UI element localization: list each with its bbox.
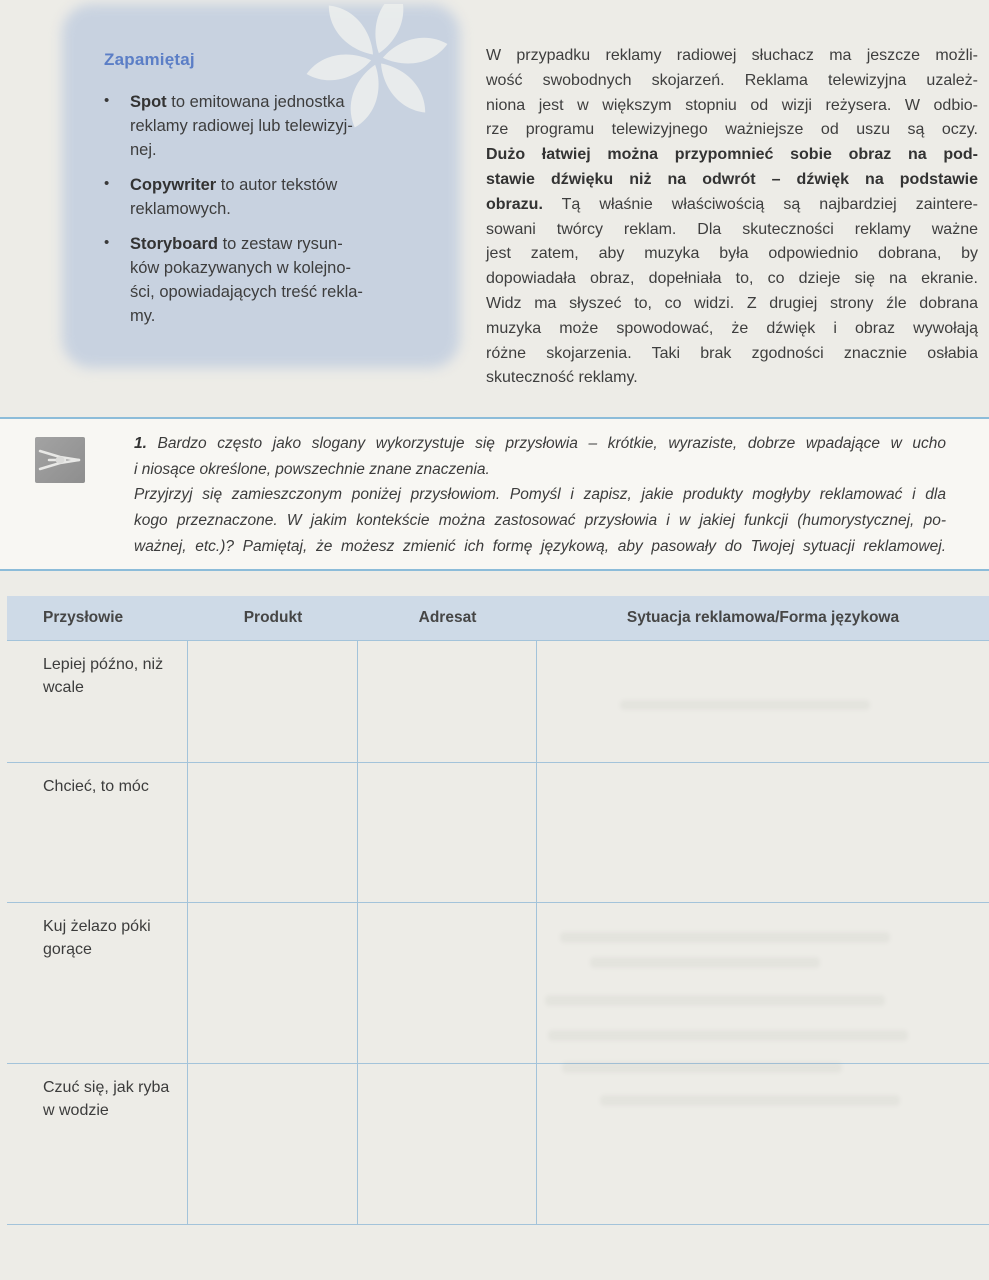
text-line: stawie dźwięku niż na odwrót – dźwięk na podstawie (486, 170, 978, 188)
produkt-cell (188, 1064, 358, 1224)
text-line: rze programu telewizyjnego ważniejsze od uszu są oczy. (486, 121, 978, 139)
text-line: Copywriter to autor tekstów (130, 176, 338, 194)
bleedthrough-smudge (620, 700, 870, 710)
memo-content (104, 50, 424, 339)
bleedthrough-smudge (545, 995, 885, 1006)
memo-item-text (130, 90, 353, 162)
text-line: reklamy radiowej lub telewizyj- (130, 117, 353, 135)
column-header-adresat: Adresat (418, 609, 477, 626)
produkt-cell (188, 641, 358, 762)
text-line: ści, opowiadających treść rekla- (130, 283, 363, 301)
adresat-cell (358, 641, 537, 762)
bleedthrough-smudge (590, 957, 820, 968)
text-line: i niosące określone, powszechnie znane znaczenia. (134, 460, 490, 478)
memo-item-text (130, 232, 363, 328)
bleedthrough-smudge (562, 1062, 842, 1073)
text-line: ków pokazywanych w kolejno- (130, 259, 352, 277)
memo-title: Zapamiętaj (104, 50, 195, 69)
text-line: Lepiej późno, niż (43, 656, 164, 673)
text-line: wość swobodnych skojarzeń. Reklama telewizyjna uzależ- (486, 71, 978, 89)
sytuacja-cell (537, 763, 989, 902)
table-row (7, 763, 989, 903)
bullet-icon: • (104, 92, 110, 109)
proverb-cell (7, 641, 188, 762)
produkt-cell (188, 763, 358, 902)
text-line: W przypadku reklamy radiowej słuchacz ma jeszcze możli- (486, 47, 978, 64)
text-line: Spot to emitowana jednostka (130, 93, 345, 111)
text-line: sowani twórcy reklam. Dla skuteczności reklamy ważne (486, 220, 978, 238)
text-line: my. (130, 307, 156, 325)
text-line: gorące (43, 940, 92, 958)
bullet-icon: • (104, 234, 110, 251)
text-line: niona jest w większym stopniu od wizji reżysera. W odbio- (486, 96, 978, 114)
text-line: Dużo łatwiej można przypomnieć sobie obraz na pod- (486, 146, 978, 164)
text-line: w wodzie (43, 1101, 109, 1119)
memo-list (104, 90, 424, 328)
memo-item-spot (104, 90, 424, 162)
proverb-cell (7, 763, 188, 902)
bleedthrough-smudge (560, 932, 890, 943)
adresat-cell (358, 1064, 537, 1224)
produkt-cell (188, 903, 358, 1063)
text-line: 1. Bardzo często jako slogany wykorzystuje się przysłowia – krótkie, wyraziste, dobrze wpadające w ucho (134, 435, 946, 452)
text-line: skuteczność reklamy. (486, 369, 638, 387)
sytuacja-cell (537, 1064, 989, 1224)
table-header-row (7, 596, 989, 641)
text-line: Czuć się, jak ryba (43, 1079, 170, 1096)
text-line: wcale (43, 678, 84, 696)
memo-item-text (130, 173, 337, 221)
proverb-cell (7, 1064, 188, 1224)
proverb-cell (7, 903, 188, 1063)
text-line: kogo przeznaczone. W jakim kontekście można zastosować przysłowia i w jakiej funkcji (humorystycznej, po- (134, 512, 946, 530)
text-line: Przyjrzyj się zamieszczonym poniżej przysłowiom. Pomyśl i zapisz, jakie produkty mogłyby reklamować i dla (134, 486, 946, 504)
text-line: jest zatem, aby muzyka była odpowiednio dobrana, by (486, 245, 978, 263)
memo-item-storyboard (104, 232, 424, 328)
text-line: obrazu. Tą właśnie właściwością są najbardziej zaintere- (486, 195, 978, 213)
intro-paragraph (486, 44, 978, 391)
text-line: różne skojarzenia. Taki brak zgodności znacznie osłabia (486, 344, 978, 362)
memo-item-copywriter (104, 173, 424, 221)
text-line: muzyka może spowodować, że dźwięk i obraz wywołają (486, 319, 978, 337)
text-line: ważnej, etc.)? Pamiętaj, że możesz zmienić ich formę językową, aby pasowały do Twojej sytuacji reklamowej. (134, 537, 946, 555)
bullet-icon: • (104, 175, 110, 192)
pen-nib-icon (35, 437, 85, 483)
text-line: Kuj żelazo póki (43, 918, 151, 935)
text-line: Widz ma słyszeć to, co widzi. Z drugiej strony źle dobrana (486, 294, 978, 312)
exercise-text (134, 431, 946, 560)
column-header-przyslowie: Przysłowie (43, 609, 124, 626)
proverbs-table (7, 596, 989, 1225)
adresat-cell (358, 763, 537, 902)
text-line: reklamowych. (130, 200, 231, 218)
text-line: Chcieć, to móc (43, 778, 149, 795)
bleedthrough-smudge (548, 1030, 908, 1041)
text-line: Storyboard to zestaw rysun- (130, 235, 343, 253)
text-line: dopowiadała obraz, dopełniała to, co dzieje się na ekranie. (486, 270, 978, 288)
text-line: nej. (130, 141, 157, 159)
adresat-cell (358, 903, 537, 1063)
column-header-sytuacja: Sytuacja reklamowa/Forma językowa (626, 609, 900, 626)
column-header-produkt: Produkt (243, 609, 303, 626)
bleedthrough-smudge (600, 1095, 900, 1106)
table-row (7, 1064, 989, 1225)
